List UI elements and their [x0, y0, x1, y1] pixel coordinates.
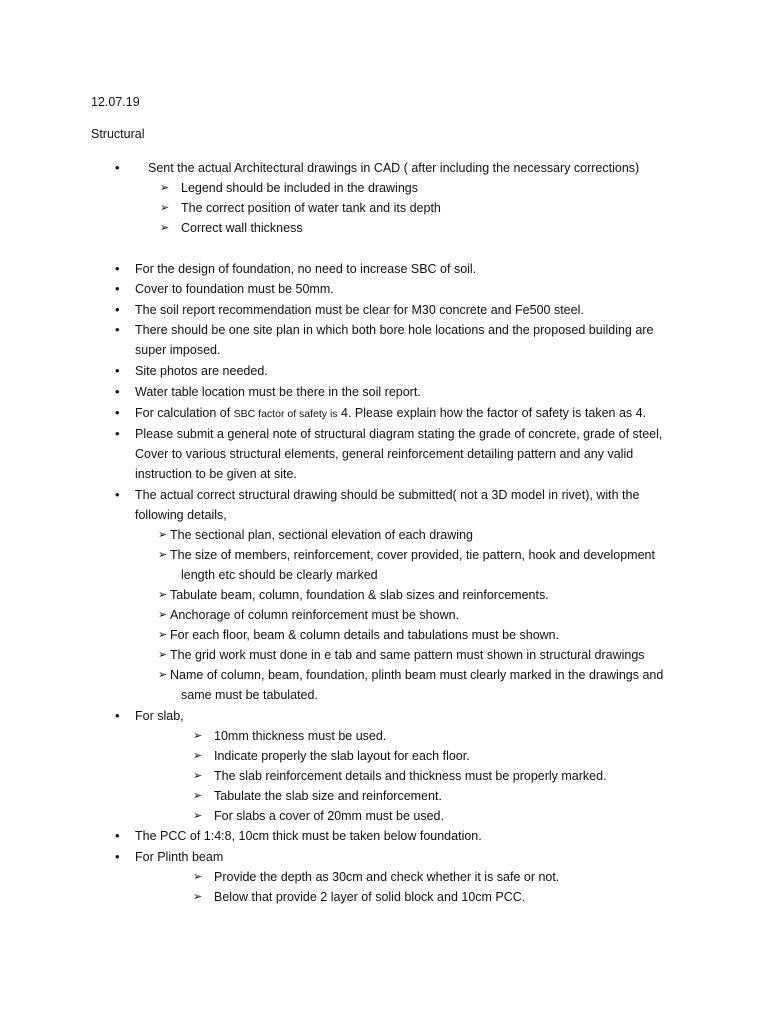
list-item: Please submit a general note of structural diagram stating the grade of concrete, grade of steel,	[135, 427, 663, 441]
sub-list-item: Tabulate beam, column, foundation & slab sizes and reinforcements.	[170, 588, 549, 602]
arrow-bullet-icon: ➢	[158, 609, 168, 621]
list-item: Cover to foundation must be 50mm.	[135, 282, 334, 296]
arrow-bullet-icon: ➢	[160, 222, 170, 234]
list-item: There should be one site plan in which both bore hole locations and the proposed building are	[135, 323, 654, 337]
arrow-bullet-icon: ➢	[158, 529, 168, 541]
list-item: Water table location must be there in the soil report.	[135, 385, 421, 399]
sbc-text-part2: SBC factor of safety is	[233, 408, 338, 420]
sub-list-item: The sectional plan, sectional elevation of each drawing	[170, 528, 473, 542]
bullet-icon: •	[115, 261, 120, 276]
arrow-bullet-icon: ➢	[193, 730, 203, 742]
bullet-icon: •	[115, 487, 120, 502]
bullet-icon: •	[115, 708, 120, 723]
arrow-bullet-icon: ➢	[193, 871, 203, 883]
list-item-continuation: following details,	[135, 508, 227, 522]
arrow-bullet-icon: ➢	[193, 750, 203, 762]
sub-list-item: The slab reinforcement details and thickness must be properly marked.	[214, 769, 607, 783]
list-item: The PCC of 1:4:8, 10cm thick must be taken below foundation.	[135, 829, 482, 843]
sub-list-item-continuation: same must be tabulated.	[181, 688, 318, 702]
arrow-bullet-icon: ➢	[158, 549, 168, 561]
bullet-icon: •	[115, 302, 120, 317]
arrow-bullet-icon: ➢	[158, 589, 168, 601]
arrow-bullet-icon: ➢	[193, 770, 203, 782]
list-item: Sent the actual Architectural drawings in CAD ( after including the necessary corrections)	[148, 161, 640, 175]
arrow-bullet-icon: ➢	[193, 891, 203, 903]
sbc-text-part1: For calculation of	[135, 406, 234, 420]
sub-list-item-continuation: length etc should be clearly marked	[181, 568, 378, 582]
sub-list-item: Provide the depth as 30cm and check whether it is safe or not.	[214, 870, 560, 884]
list-item: For the design of foundation, no need to increase SBC of soil.	[135, 262, 477, 276]
sub-list-item: Legend should be included in the drawings	[181, 181, 418, 195]
list-item: The actual correct structural drawing should be submitted( not a 3D model in rivet), with the	[135, 488, 640, 502]
bullet-icon: •	[115, 322, 120, 337]
sub-list-item: The size of members, reinforcement, cover provided, tie pattern, hook and development	[170, 548, 655, 562]
arrow-bullet-icon: ➢	[158, 669, 168, 681]
sub-list-item: Indicate properly the slab layout for each floor.	[214, 749, 470, 763]
sub-list-item: Anchorage of column reinforcement must be shown.	[170, 608, 460, 622]
list-item-continuation: Cover to various structural elements, general reinforcement detailing pattern and any valid	[135, 447, 634, 461]
sub-list-item: For slabs a cover of 20mm must be used.	[214, 809, 444, 823]
bullet-icon: •	[115, 160, 120, 175]
sub-list-item: The grid work must done in e tab and same pattern must shown in structural drawings	[170, 648, 645, 662]
bullet-icon: •	[115, 281, 120, 296]
list-item-continuation: super imposed.	[135, 343, 221, 357]
sub-list-item: For each floor, beam & column details and tabulations must be shown.	[170, 628, 560, 642]
arrow-bullet-icon: ➢	[158, 629, 168, 641]
arrow-bullet-icon: ➢	[193, 790, 203, 802]
bullet-icon: •	[115, 405, 120, 420]
list-item-continuation: instruction to be given at site.	[135, 467, 297, 481]
bullet-icon: •	[115, 828, 120, 843]
sub-list-item: Correct wall thickness	[181, 221, 303, 235]
sbc-text-part3: 4. Please explain how the factor of safety is taken as 4.	[337, 406, 647, 420]
bullet-icon: •	[115, 849, 120, 864]
bullet-icon: •	[115, 363, 120, 378]
list-item: Site photos are needed.	[135, 364, 268, 378]
sub-list-item: Below that provide 2 layer of solid block and 10cm PCC.	[214, 890, 526, 904]
sub-list-item: The correct position of water tank and its depth	[181, 201, 441, 215]
list-item-sbc	[135, 405, 646, 422]
arrow-bullet-icon: ➢	[160, 202, 170, 214]
arrow-bullet-icon: ➢	[160, 182, 170, 194]
list-item: For Plinth beam	[135, 850, 224, 864]
list-item: The soil report recommendation must be clear for M30 concrete and Fe500 steel.	[135, 303, 584, 317]
bullet-icon: •	[115, 426, 120, 441]
document-date: 12.07.19	[91, 95, 140, 109]
sub-list-item: Tabulate the slab size and reinforcement.	[214, 789, 442, 803]
sub-list-item: 10mm thickness must be used.	[214, 729, 387, 743]
bullet-icon: •	[115, 384, 120, 399]
sub-list-item: Name of column, beam, foundation, plinth beam must clearly marked in the drawings and	[170, 668, 664, 682]
arrow-bullet-icon: ➢	[193, 810, 203, 822]
section-heading: Structural	[91, 127, 145, 141]
arrow-bullet-icon: ➢	[158, 649, 168, 661]
list-item: For slab,	[135, 709, 184, 723]
